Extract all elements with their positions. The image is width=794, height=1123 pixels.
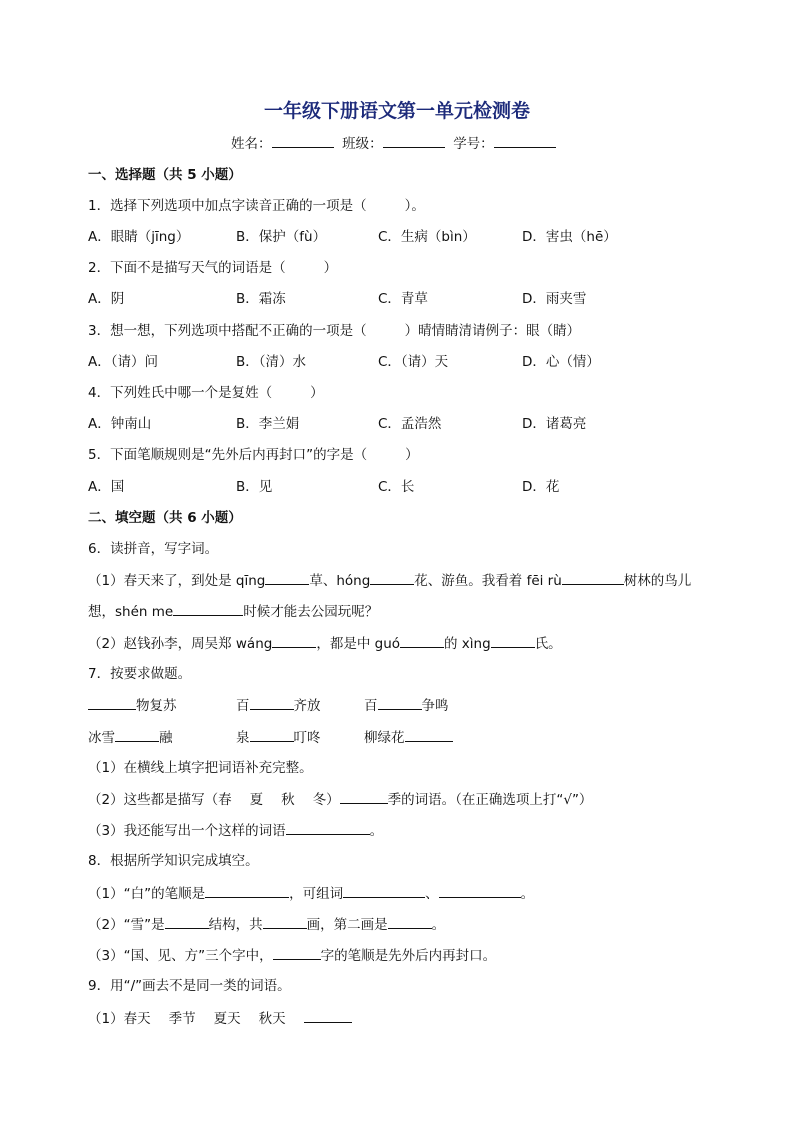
q8-s2-text-d: 。 [431,917,446,933]
q8-sub2 [88,914,445,935]
q2-option-c[interactable]: C．青草 [378,291,428,307]
question-4 [88,383,324,403]
q6-part1-cont [88,601,378,622]
q7-s3-text-b: 。 [369,823,384,839]
q5-stem-end: ） [405,447,419,463]
q2-stem-end: ） [323,260,338,276]
q7-blank-word[interactable] [286,820,370,835]
q6-blank-hong[interactable] [370,570,414,585]
q5-option-d[interactable]: D．花 [522,479,560,495]
question-1 [88,196,425,216]
q7-row1 [88,695,449,716]
class-blank[interactable] [383,133,445,148]
q4-option-c[interactable]: C．孟浩然 [378,416,442,432]
q2-option-d[interactable]: D．雨夹雪 [522,291,587,307]
q7-s2-option-qiu[interactable]: 秋 [281,792,295,808]
q8-blank-strokes[interactable] [263,914,307,929]
q7-sub3 [88,820,383,841]
q6-part2 [88,633,562,654]
q8-s1-text-a: （1）“白”的笔顺是 [88,886,206,902]
q3-option-c[interactable]: C．（请）天 [378,354,449,370]
question-3 [88,321,580,341]
q7-s2-text-a: （2）这些都是描写（春 [88,792,232,808]
q7-sub2 [88,789,592,810]
q3-options [88,352,600,372]
q7-blank-6[interactable] [405,727,453,742]
q8-blank-word-1[interactable] [343,883,425,898]
q6-p1-text-a: （1）春天来了，到处是 qīng [88,573,266,589]
q8-sub1 [88,883,534,904]
q4-option-b[interactable]: B．李兰娟 [236,416,300,432]
q7-word-5a: 泉 [236,730,250,746]
q7-word-2b: 齐放 [293,698,321,714]
q6-blank-wang[interactable] [272,633,316,648]
q5-option-a[interactable]: A．国 [88,479,125,495]
q2-option-b[interactable]: B．霜冻 [236,291,286,307]
question-2 [88,258,337,278]
q6-part1 [88,570,691,591]
question-7: 7．按要求做题。 [88,666,192,682]
q6-p2-text-a: （2）赵钱孙李，周吴郑 wáng [88,636,273,652]
q8-s1-text-d: 。 [520,886,535,902]
q6-p2-text-b: ，都是中 guó [316,636,401,652]
q4-options [88,414,586,434]
q8-blank-word-2[interactable] [439,883,521,898]
q8-blank-structure[interactable] [165,914,209,929]
q8-blank-stroke-order[interactable] [205,883,289,898]
q6-p1b-text-b: 时候才能去公园玩呢？ [243,604,379,620]
q5-option-c[interactable]: C．长 [378,479,415,495]
q6-p1-text-d: 树林的鸟儿 [623,573,692,589]
q8-s2-text-c: 画，第二画是 [306,917,388,933]
q8-s1-text-b: ，可组词 [289,886,344,902]
q7-sub1: （1）在横线上填字把词语补充完整。 [88,760,313,776]
student-info [231,133,556,154]
q8-s3-text-b: 字的笔顺是先外后内再封口。 [320,948,497,964]
q9-word-4[interactable]: 秋天 [258,1011,286,1027]
q7-word-2a: 百 [236,698,250,714]
q7-blank-2[interactable] [250,695,294,710]
q7-word-3a: 百 [364,698,378,714]
q3-option-d[interactable]: D．心（情） [522,354,600,370]
q2-options [88,289,586,309]
q6-blank-shenme[interactable] [173,601,243,616]
question-8: 8．根据所学知识完成填空。 [88,853,259,869]
section-choice-heading: 一、选择题（共 5 小题） [88,167,242,183]
q7-blank-4[interactable] [115,727,159,742]
q8-blank-second-stroke[interactable] [388,914,432,929]
q9-word-1[interactable]: （1）春天 [88,1011,151,1027]
q1-option-a[interactable]: A．眼睛（jīng） [88,229,190,245]
q5-options [88,477,559,497]
q3-stem-end: ）晴情睛清请例子：眼（睛） [404,323,581,339]
q7-word-5b: 叮咚 [293,730,321,746]
question-6: 6．读拼音，写字词。 [88,541,219,557]
class-label: 班级： [342,136,383,152]
q6-p1b-text-a: 想，shén me [88,604,174,620]
question-5 [88,445,419,465]
name-blank[interactable] [272,133,334,148]
q2-option-a[interactable]: A．阴 [88,291,125,307]
name-label: 姓名： [231,136,272,152]
q7-s2-option-xia[interactable]: 夏 [249,792,264,808]
q5-option-b[interactable]: B．见 [236,479,273,495]
q9-sub1 [88,1008,352,1029]
q7-word-1: 物复苏 [136,698,177,714]
q3-stem: 3．想一想，下列选项中搭配不正确的一项是（ [88,323,367,339]
q1-stem: 1．选择下列选项中加点字读音正确的一项是（ [88,198,367,214]
q8-sub3 [88,945,496,966]
q9-word-2[interactable]: 季节 [168,1011,196,1027]
q1-stem-end: ）。 [404,198,425,214]
q7-s3-text-a: （3）我还能写出一个这样的词语 [88,823,286,839]
q1-option-c[interactable]: C．生病（bìn） [378,229,476,245]
q1-option-d[interactable]: D．害虫（hē） [522,229,617,245]
section-fill-heading: 二、填空题（共 6 小题） [88,510,242,526]
q7-s2-option-dong[interactable]: 冬） [312,792,340,808]
q9-word-3[interactable]: 夏天 [213,1011,241,1027]
q7-blank-3[interactable] [378,695,422,710]
q6-p1-text-c: 花、游鱼。我看着 fēi rù [414,573,562,589]
q8-blank-char[interactable] [273,945,321,960]
question-9: 9．用“/”画去不是同一类的词语。 [88,978,291,994]
q6-blank-guo[interactable] [400,633,444,648]
q1-options [88,227,617,247]
page-title: 一年级下册语文第一单元检测卷 [263,100,530,122]
id-blank[interactable] [494,133,556,148]
q8-s2-text-b: 结构，共 [208,917,263,933]
q1-option-b[interactable]: B．保护（fù） [236,229,327,245]
q4-stem-end: ） [310,385,324,401]
q4-option-d[interactable]: D．诸葛亮 [522,416,587,432]
q7-word-6a: 柳绿花 [364,730,405,746]
q8-s2-text-a: （2）“雪”是 [88,917,165,933]
q7-row2 [88,727,453,748]
q9-blank-1[interactable] [304,1008,352,1023]
q5-stem: 5．下面笔顺规则是“先外后内再封口”的字是（ [88,447,368,463]
q7-s2-text-e: 季的词语。（在正确选项上打“√”） [387,792,593,808]
q8-s3-text-a: （3）“国、见、方”三个字中， [88,948,273,964]
q7-blank-5[interactable] [250,727,294,742]
q7-blank-1[interactable] [88,695,136,710]
q7-word-3b: 争鸣 [421,698,449,714]
q4-stem: 4．下列姓氏中哪一个是复姓（ [88,385,273,401]
q6-p2-text-d: 氏。 [534,636,562,652]
q3-option-b[interactable]: B．（清）水 [236,354,307,370]
q3-option-a[interactable]: A．（请）问 [88,354,158,370]
q6-blank-feiru[interactable] [562,570,624,585]
q4-option-a[interactable]: A．钟南山 [88,416,152,432]
q8-s1-text-c: 、 [425,886,439,902]
q7-word-4a: 冰雪 [88,730,115,746]
id-label: 学号： [453,136,494,152]
q6-p1-text-b: 草、hóng [309,573,371,589]
q6-p2-text-c: 的 xìng [444,636,491,652]
q7-blank-season[interactable] [340,789,388,804]
q6-blank-qing[interactable] [265,570,309,585]
q2-stem: 2．下面不是描写天气的词语是（ [88,260,286,276]
q7-word-4b: 融 [159,730,173,746]
q6-blank-xing[interactable] [491,633,535,648]
